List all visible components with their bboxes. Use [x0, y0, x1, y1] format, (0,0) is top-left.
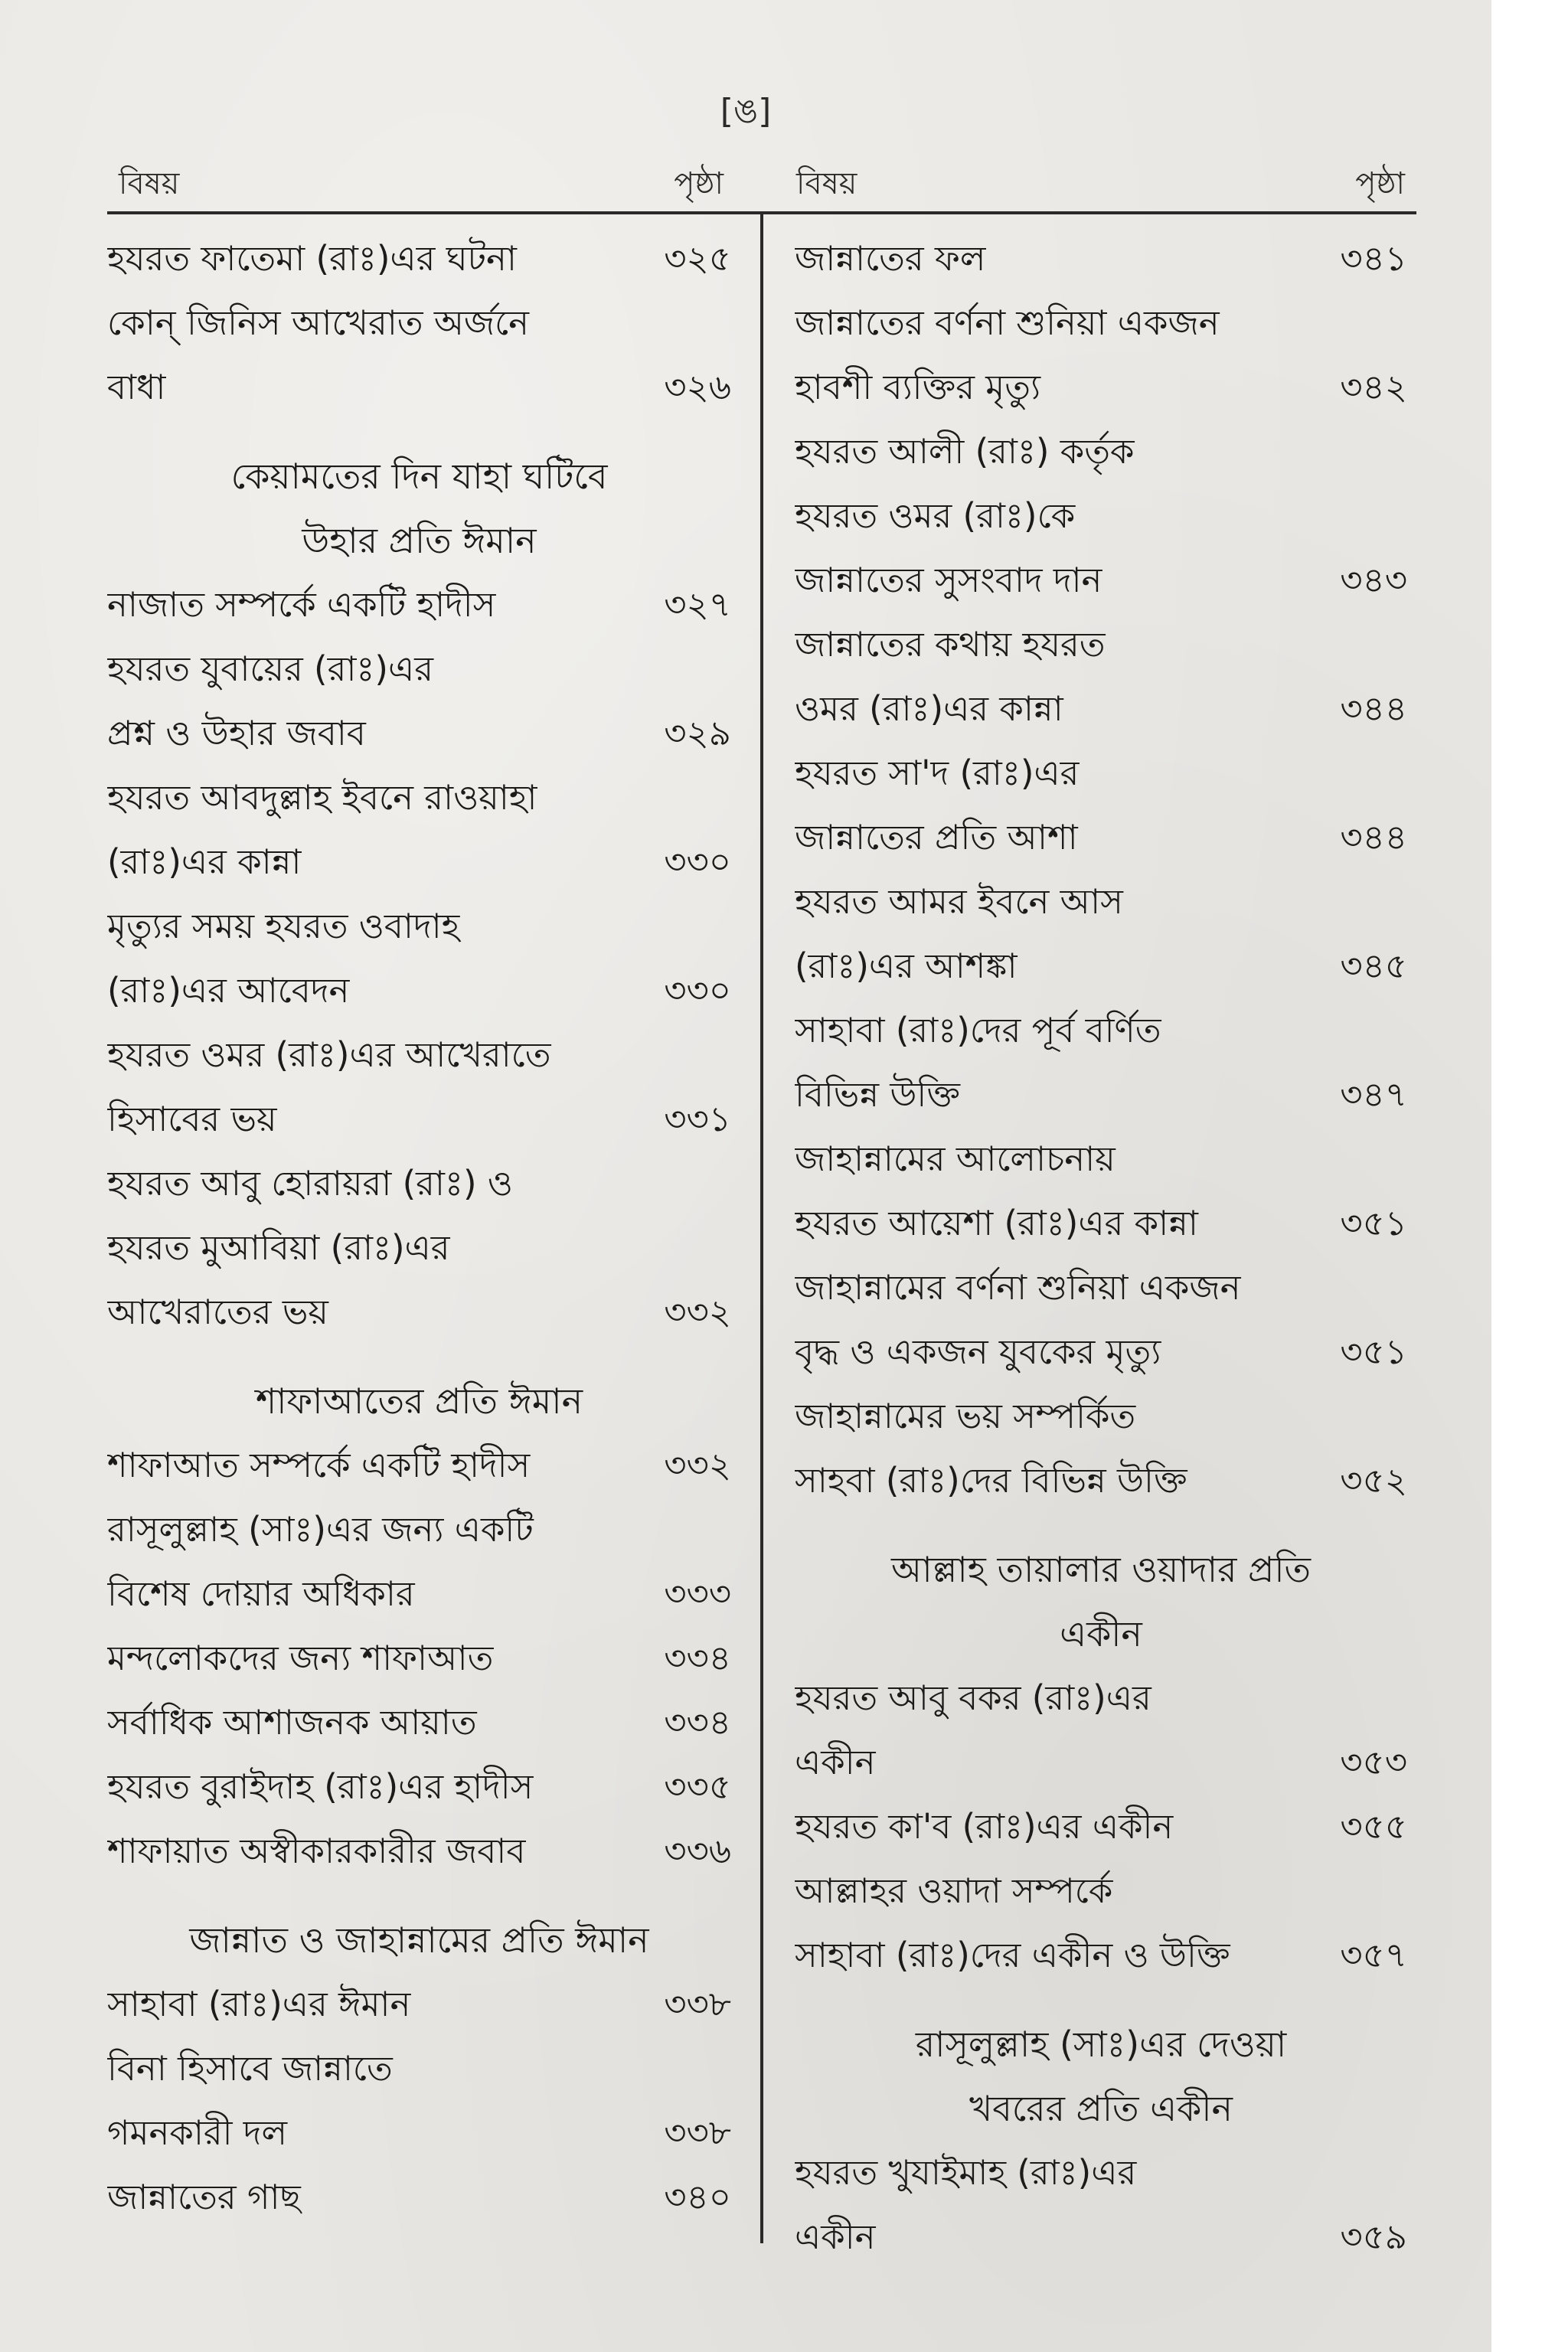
toc-entry — [107, 227, 731, 291]
toc-entry-page-number: ৩৩৫ — [664, 1766, 731, 1807]
toc-entry — [795, 1256, 1407, 1384]
toc-entry-line — [107, 1819, 731, 1883]
toc-entry-page-number: ৩৫১ — [1340, 1331, 1407, 1372]
toc-entry-page-number: ৩৪৫ — [1340, 946, 1407, 986]
toc-entry-line — [107, 227, 731, 291]
toc-entry-title: হযরত ফাতেমা (রাঃ)এর ঘটনা — [107, 238, 517, 279]
toc-entry-page-number: ৩৩১ — [664, 1099, 731, 1139]
toc-entry-title: হযরত আলী (রাঃ) কর্তৃক — [795, 431, 1135, 472]
toc-entry — [795, 420, 1407, 612]
toc-entry-line — [107, 701, 731, 766]
toc-entry-page-number: ৩৩০ — [664, 841, 731, 882]
toc-entry-title: গমনকারী দল — [107, 2112, 287, 2153]
section-gap — [107, 1883, 731, 1908]
toc-entry-title: সাহাবা (রাঃ)দের একীন ও উক্তি — [795, 1935, 1230, 1975]
toc-entry — [107, 1498, 731, 1626]
toc-entry-title: সর্বাধিক আশাজনক আয়াত — [107, 1702, 477, 1743]
toc-entry-line — [107, 355, 731, 420]
section-heading: জান্নাত ও জাহান্নামের প্রতি ঈমান — [189, 1919, 649, 1961]
toc-entry-title: জান্নাতের বর্ণনা শুনিয়া একজন — [795, 302, 1220, 343]
toc-entry-page-number: ৩৫৩ — [1340, 1742, 1407, 1782]
toc-entry-line — [107, 1626, 731, 1690]
toc-entry-title: আল্লাহর ওয়াদা সম্পর্কে — [795, 1870, 1113, 1911]
toc-entry — [795, 1384, 1407, 1513]
toc-entry-line — [795, 1449, 1407, 1513]
toc-entry — [107, 894, 731, 1023]
section-heading: শাফাআতের প্রতি ঈমান — [255, 1380, 583, 1422]
toc-entry-title: হযরত আবু বকর (রাঃ)এর — [795, 1677, 1152, 1718]
toc-entry-title: হিসাবের ভয় — [107, 1099, 277, 1139]
toc-entry — [107, 1690, 731, 1755]
toc-entry-line — [795, 1795, 1407, 1859]
toc-entry-page-number: ৩৩২ — [664, 1445, 731, 1485]
toc-entry-page-number: ৩৩০ — [664, 970, 731, 1011]
toc-entry-line — [107, 1755, 731, 1819]
toc-entry-title: জান্নাতের প্রতি আশা — [795, 817, 1078, 858]
toc-entry-line — [107, 1023, 731, 1087]
toc-entry-page-number: ৩৩৩ — [664, 1573, 731, 1614]
toc-entry-title: একীন — [795, 1742, 876, 1782]
toc-entry — [795, 741, 1407, 870]
toc-entry-title: সাহবা (রাঃ)দের বিভিন্ন উক্তি — [795, 1460, 1187, 1501]
toc-entry-line — [107, 894, 731, 959]
toc-entry-page-number: ৩৪২ — [1340, 367, 1407, 407]
toc-entry-page-number: ৩৩৬ — [664, 1831, 731, 1871]
toc-entry-line — [795, 612, 1407, 677]
header-page-right: পৃষ্ঠা — [1355, 166, 1405, 201]
page-marker: [ঙ] — [720, 92, 772, 131]
toc-entry-page-number: ৩২৫ — [664, 238, 731, 279]
toc-entry-title: হযরত ওমর (রাঃ)কে — [795, 495, 1076, 536]
toc-entry — [107, 291, 731, 420]
toc-entry-title: বিভিন্ন উক্তি — [795, 1074, 960, 1115]
toc-entry-line — [795, 934, 1407, 998]
toc-entry-line — [107, 291, 731, 355]
toc-entry-line — [107, 2165, 731, 2230]
toc-entry-title: হযরত আমর ইবনে আস — [795, 881, 1123, 922]
toc-entry-page-number: ৩৪০ — [664, 2177, 731, 2217]
toc-entry-title: বৃদ্ধ ও একজন যুবকের মৃত্যু — [795, 1331, 1161, 1372]
toc-entry — [795, 998, 1407, 1127]
toc-entry-page-number: ৩৩৮ — [664, 2112, 731, 2153]
toc-entry-title: (রাঃ)এর কান্না — [107, 841, 302, 882]
toc-entry-page-number: ৩৩৪ — [664, 1702, 731, 1743]
toc-entry-line — [107, 830, 731, 894]
toc-entry-page-number: ৩৫৯ — [1340, 2216, 1407, 2257]
toc-entry-title: হযরত কা'ব (রাঃ)এর একীন — [795, 1806, 1174, 1847]
toc-entry-line — [795, 355, 1407, 420]
toc-entry-line — [795, 870, 1407, 934]
toc-entry — [795, 2141, 1407, 2269]
toc-entry-line — [795, 805, 1407, 870]
toc-entry-line — [795, 291, 1407, 355]
toc-entry-page-number: ৩২৭ — [664, 584, 731, 625]
section-gap — [795, 1513, 1407, 1537]
toc-entry-title: হযরত আবদুল্লাহ ইবনে রাওয়াহা — [107, 777, 537, 818]
toc-entry — [107, 2165, 731, 2230]
toc-entry-title: নাজাত সম্পর্কে একটি হাদীস — [107, 584, 496, 625]
toc-entry-line — [107, 2101, 731, 2165]
toc-entry-title: জাহান্নামের বর্ণনা শুনিয়া একজন — [795, 1267, 1241, 1308]
toc-entry — [107, 573, 731, 637]
toc-entry-line — [795, 1730, 1407, 1795]
toc-entry-title: (রাঃ)এর আশঙ্কা — [795, 946, 1018, 986]
toc-entry-title: হযরত আয়েশা (রাঃ)এর কান্না — [795, 1203, 1198, 1243]
toc-entry — [107, 1433, 731, 1498]
toc-entry-title: রাসূলুল্লাহ (সাঃ)এর জন্য একটি — [107, 1509, 534, 1550]
toc-entry-page-number: ৩৪৭ — [1340, 1074, 1407, 1115]
toc-entry-title: বিনা হিসাবে জান্নাতে — [107, 2048, 393, 2089]
toc-entry-title: জান্নাতের ফল — [795, 238, 986, 279]
toc-entry — [107, 2037, 731, 2165]
toc-entry-title: হযরত যুবায়ের (রাঃ)এর — [107, 648, 433, 689]
section-heading: খবরের প্রতি একীন — [969, 2088, 1233, 2129]
section-heading: আল্লাহ তায়ালার ওয়াদার প্রতি — [890, 1549, 1312, 1590]
toc-entry-title: জান্নাতের গাছ — [107, 2177, 301, 2217]
toc-entry-title: প্রশ্ন ও উহার জবাব — [107, 713, 366, 753]
toc-entry-title: কোন্ জিনিস আখেরাত অর্জনে — [107, 302, 530, 343]
toc-entry-page-number: ৩৪৪ — [1340, 688, 1407, 729]
toc-entry — [107, 1819, 731, 1883]
toc-entry-title: সাহাবা (রাঃ)এর ঈমান — [107, 1984, 411, 2024]
toc-entry-title: ওমর (রাঃ)এর কান্না — [795, 688, 1063, 729]
toc-entry-title: হযরত সা'দ (রাঃ)এর — [795, 753, 1080, 793]
toc-entry-page-number: ৩৪৩ — [1340, 560, 1407, 600]
toc-entry — [795, 227, 1407, 291]
toc-entry — [795, 1859, 1407, 1988]
toc-entry-title: হযরত ওমর (রাঃ)এর আখেরাতে — [107, 1034, 551, 1075]
toc-entry-line — [795, 484, 1407, 548]
toc-entry-line — [795, 1923, 1407, 1988]
toc-entry-line — [795, 1063, 1407, 1127]
toc-entry-line — [107, 1498, 731, 1562]
header-page-left: পৃষ্ঠা — [674, 166, 724, 201]
section-gap — [107, 1344, 731, 1369]
toc-entry-title: হযরত মুআবিয়া (রাঃ)এর — [107, 1227, 450, 1268]
toc-entry-line — [107, 959, 731, 1023]
toc-entry-line — [795, 420, 1407, 484]
toc-entry — [795, 1666, 1407, 1795]
toc-entry-title: একীন — [795, 2216, 876, 2257]
toc-entry-line — [107, 1562, 731, 1626]
toc-entry-page-number: ৩৫৭ — [1340, 1935, 1407, 1975]
section-heading: উহার প্রতি ঈমান — [302, 520, 537, 561]
toc-entry — [795, 870, 1407, 998]
toc-entry-page-number: ৩৪১ — [1340, 238, 1407, 279]
toc-entry-line — [795, 1666, 1407, 1730]
toc-entry — [107, 1626, 731, 1690]
toc-entry-page-number: ৩৪৪ — [1340, 817, 1407, 858]
toc-entry-line — [107, 1087, 731, 1152]
toc-entry-line — [795, 548, 1407, 612]
toc-entry — [107, 1023, 731, 1152]
toc-entry-page-number: ৩৫২ — [1340, 1460, 1407, 1501]
toc-entry — [107, 1755, 731, 1819]
toc-entry-line — [107, 1280, 731, 1344]
toc-entry-line — [107, 1690, 731, 1755]
header-subject-left: বিষয় — [119, 166, 180, 201]
toc-entry — [107, 637, 731, 766]
toc-entry-page-number: ৩৩৮ — [664, 1984, 731, 2024]
toc-entry-title: শাফাআত সম্পর্কে একটি হাদীস — [107, 1445, 531, 1485]
toc-entry-title: জাহান্নামের আলোচনায় — [795, 1138, 1116, 1179]
toc-entry-title: মন্দলোকদের জন্য শাফাআত — [107, 1638, 494, 1678]
toc-entry — [107, 1972, 731, 2037]
header-subject-right: বিষয় — [796, 166, 858, 201]
section-gap — [795, 1988, 1407, 2012]
toc-entry-line — [795, 2205, 1407, 2269]
toc-entry-page-number: ৩৩২ — [664, 1292, 731, 1332]
toc-entry-line — [107, 573, 731, 637]
toc-entry-line — [795, 1256, 1407, 1320]
toc-entry-line — [795, 677, 1407, 741]
toc-entry-line — [795, 998, 1407, 1063]
toc-entry-title: হযরত আবু হোরায়রা (রাঃ) ও — [107, 1163, 513, 1204]
toc-column-left — [107, 227, 731, 2230]
toc-entry-title: জান্নাতের সুসংবাদ দান — [795, 560, 1102, 600]
section-gap — [107, 420, 731, 444]
toc-entry-line — [795, 1859, 1407, 1923]
toc-entry-page-number: ৩৩৪ — [664, 1638, 731, 1678]
toc-entry-title: শাফায়াত অস্বীকারকারীর জবাব — [107, 1831, 526, 1871]
toc-entry-title: হযরত খুযাইমাহ (রাঃ)এর — [795, 2152, 1137, 2193]
toc-entry — [795, 1127, 1407, 1256]
toc-entry-line — [795, 1320, 1407, 1384]
toc-entry-line — [107, 766, 731, 830]
toc-entry-line — [795, 1384, 1407, 1449]
toc-entry — [107, 1152, 731, 1344]
toc-entry-title: সাহাবা (রাঃ)দের পূর্ব বর্ণিত — [795, 1010, 1161, 1050]
toc-entry-line — [107, 1972, 731, 2037]
toc-entry-line — [795, 1191, 1407, 1256]
toc-entry-title: আখেরাতের ভয় — [107, 1292, 328, 1332]
toc-entry-title: (রাঃ)এর আবেদন — [107, 970, 350, 1011]
toc-entry-title: হযরত বুরাইদাহ (রাঃ)এর হাদীস — [107, 1766, 534, 1807]
column-divider — [760, 214, 763, 2243]
toc-entry-page-number: ৩২৯ — [664, 713, 731, 753]
toc-entry-line — [107, 1433, 731, 1498]
toc-entry-title: বাধা — [107, 367, 166, 407]
toc-entry-line — [795, 1127, 1407, 1191]
toc-entry-page-number: ৩৫১ — [1340, 1203, 1407, 1243]
toc-entry-line — [107, 1152, 731, 1216]
toc-entry-title: জান্নাতের কথায় হযরত — [795, 624, 1106, 665]
toc-entry-title: জাহান্নামের ভয় সম্পর্কিত — [795, 1396, 1136, 1436]
toc-entry-line — [107, 1216, 731, 1280]
toc-entry — [795, 291, 1407, 420]
toc-entry-page-number: ৩৫৫ — [1340, 1806, 1407, 1847]
toc-entry-page-number: ৩২৬ — [664, 367, 731, 407]
section-heading: রাসূলুল্লাহ (সাঃ)এর দেওয়া — [915, 2024, 1287, 2065]
column-header-left — [119, 159, 724, 205]
section-heading: কেয়ামতের দিন যাহা ঘটিবে — [230, 456, 608, 497]
toc-entry-title: বিশেষ দোয়ার অধিকার — [107, 1573, 415, 1614]
toc-entry — [795, 1795, 1407, 1859]
toc-entry-line — [795, 227, 1407, 291]
toc-entry-line — [795, 741, 1407, 805]
column-header-right — [796, 159, 1405, 205]
toc-entry-title: হাবশী ব্যক্তির মৃত্যু — [795, 367, 1041, 407]
toc-entry-line — [107, 637, 731, 701]
toc-entry — [107, 766, 731, 894]
toc-entry-title: মৃত্যুর সময় হযরত ওবাদাহ — [107, 906, 460, 946]
toc-entry-line — [795, 2141, 1407, 2205]
toc-column-right — [795, 227, 1407, 2269]
toc-entry — [795, 612, 1407, 741]
section-heading: একীন — [1060, 1613, 1142, 1655]
toc-entry-line — [107, 2037, 731, 2101]
